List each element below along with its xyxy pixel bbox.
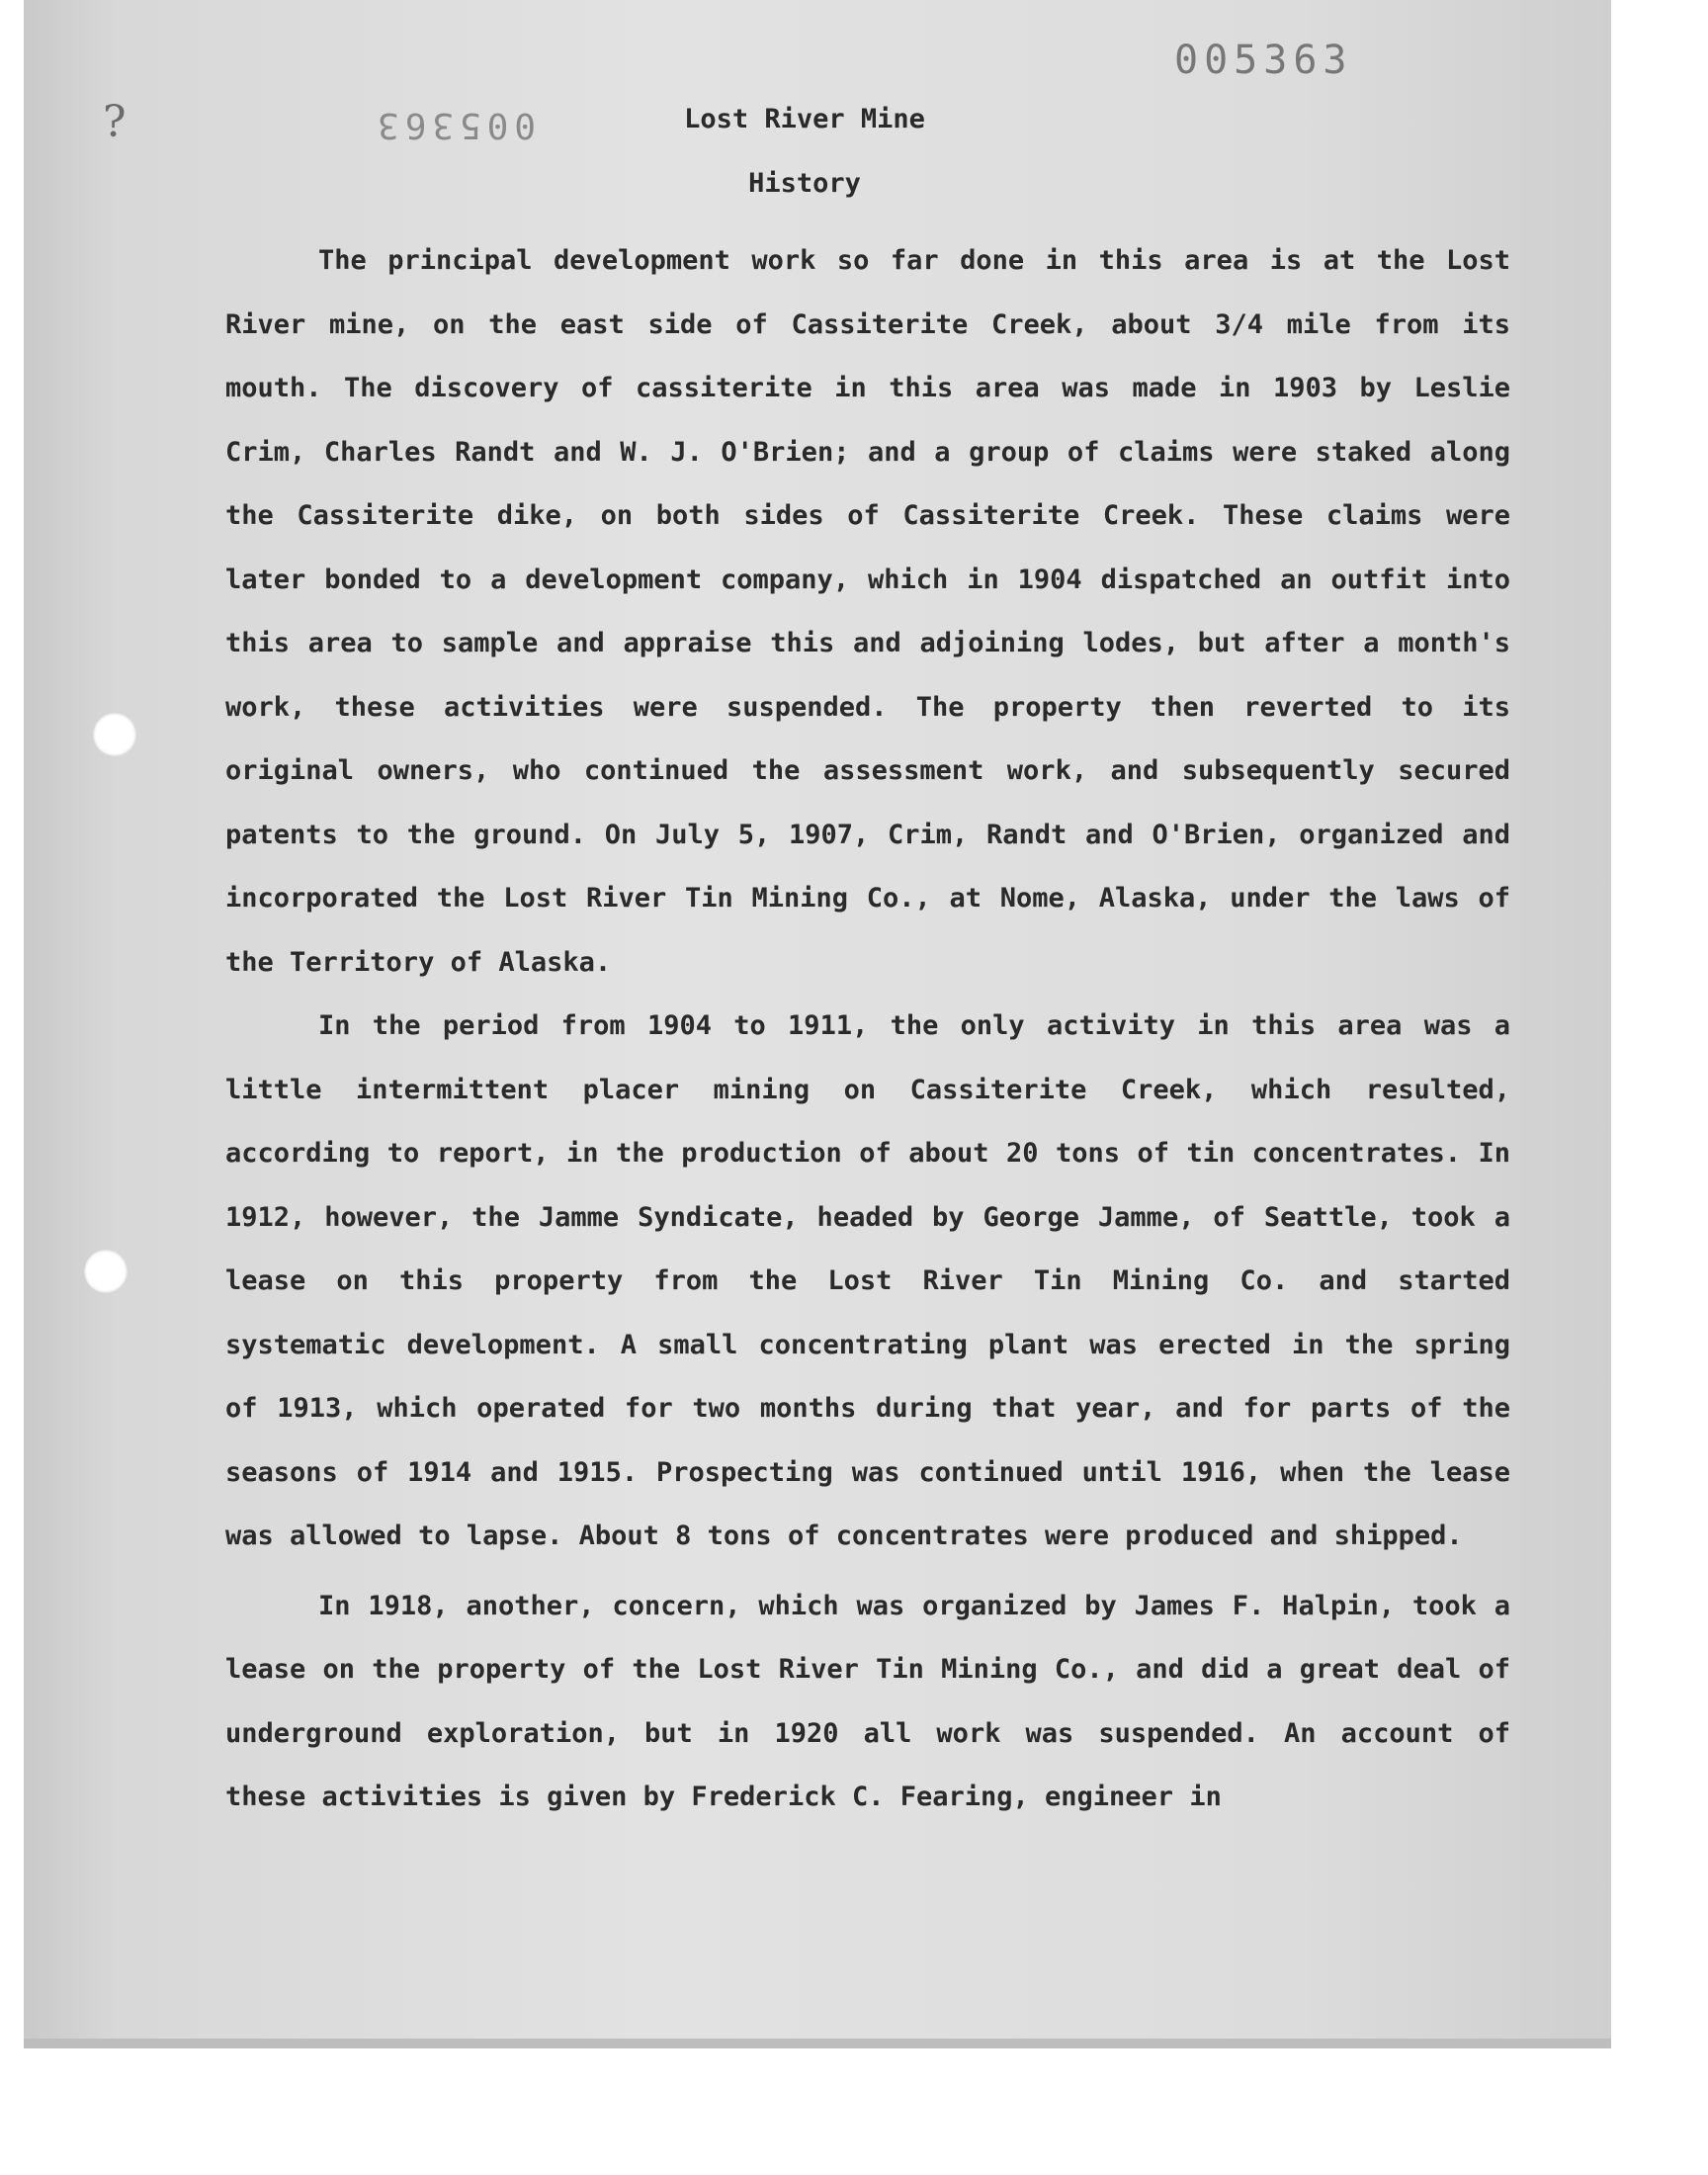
page-bottom-edge (24, 2039, 1611, 2048)
document-title: Lost River Mine (684, 104, 925, 134)
document-subtitle: History (748, 168, 861, 199)
paragraph-3: In 1918, another, concern, which was organized by James F. Halpin, took a lease on the property of the Lost River Tin Mining Co., and did a great deal of underground exploration, but in 1920 all work was suspended. An account of these activities is given by Frederick C. Fearing, engineer in (225, 1590, 1510, 1812)
punch-hole-upper (93, 713, 136, 756)
punch-hole-lower (84, 1250, 128, 1293)
corner-handwritten-mark: ? (103, 97, 127, 147)
paragraph-2: In the period from 1904 to 1911, the only activity in this area was a little intermittent placer mining on Cassiterite Creek, which resulted, according to report, in the production of about 20 tons of tin concentrates. In 1912, however, the Jamme Syndicate, headed by George Jamme, of Seattle, took a lease on this property from the Lost River Tin Mining Co. and started systematic development. A small concentrating plant was erected in the spring of 1913, which operated for two months during that year, and for parts of the seasons of 1914 and 1915. Prospecting was continued until 1916, when the lease was allowed to lapse. About 8 tons of concentrates were produced and shipped. (225, 1010, 1510, 1551)
document-body (225, 229, 1510, 1830)
inverted-document-number-stamp: 005363 (372, 105, 537, 145)
document-number-stamp: 005363 (1174, 38, 1353, 83)
paragraph-1: The principal development work so far done in this area is at the Lost River mine, on the east side of Cassiterite Creek, about 3/4 mile from its mouth. The discovery of cassiterite in this area was made in 1903 by Leslie Crim, Charles Randt and W. J. O'Brien; and a group of claims were staked along the Cassiterite dike, on both sides of Cassiterite Creek. These claims were later bonded to a development company, which in 1904 dispatched an outfit into this area to sample and appraise this and adjoining lodes, but after a month's work, these activities were suspended. The property then reverted to its original owners, who continued the assessment work, and subsequently secured patents to the ground. On July 5, 1907, Crim, Randt and O'Brien, organized and incorporated the Lost River Tin Mining Co., at Nome, Alaska, under the laws of the Territory of Alaska. (225, 245, 1510, 978)
